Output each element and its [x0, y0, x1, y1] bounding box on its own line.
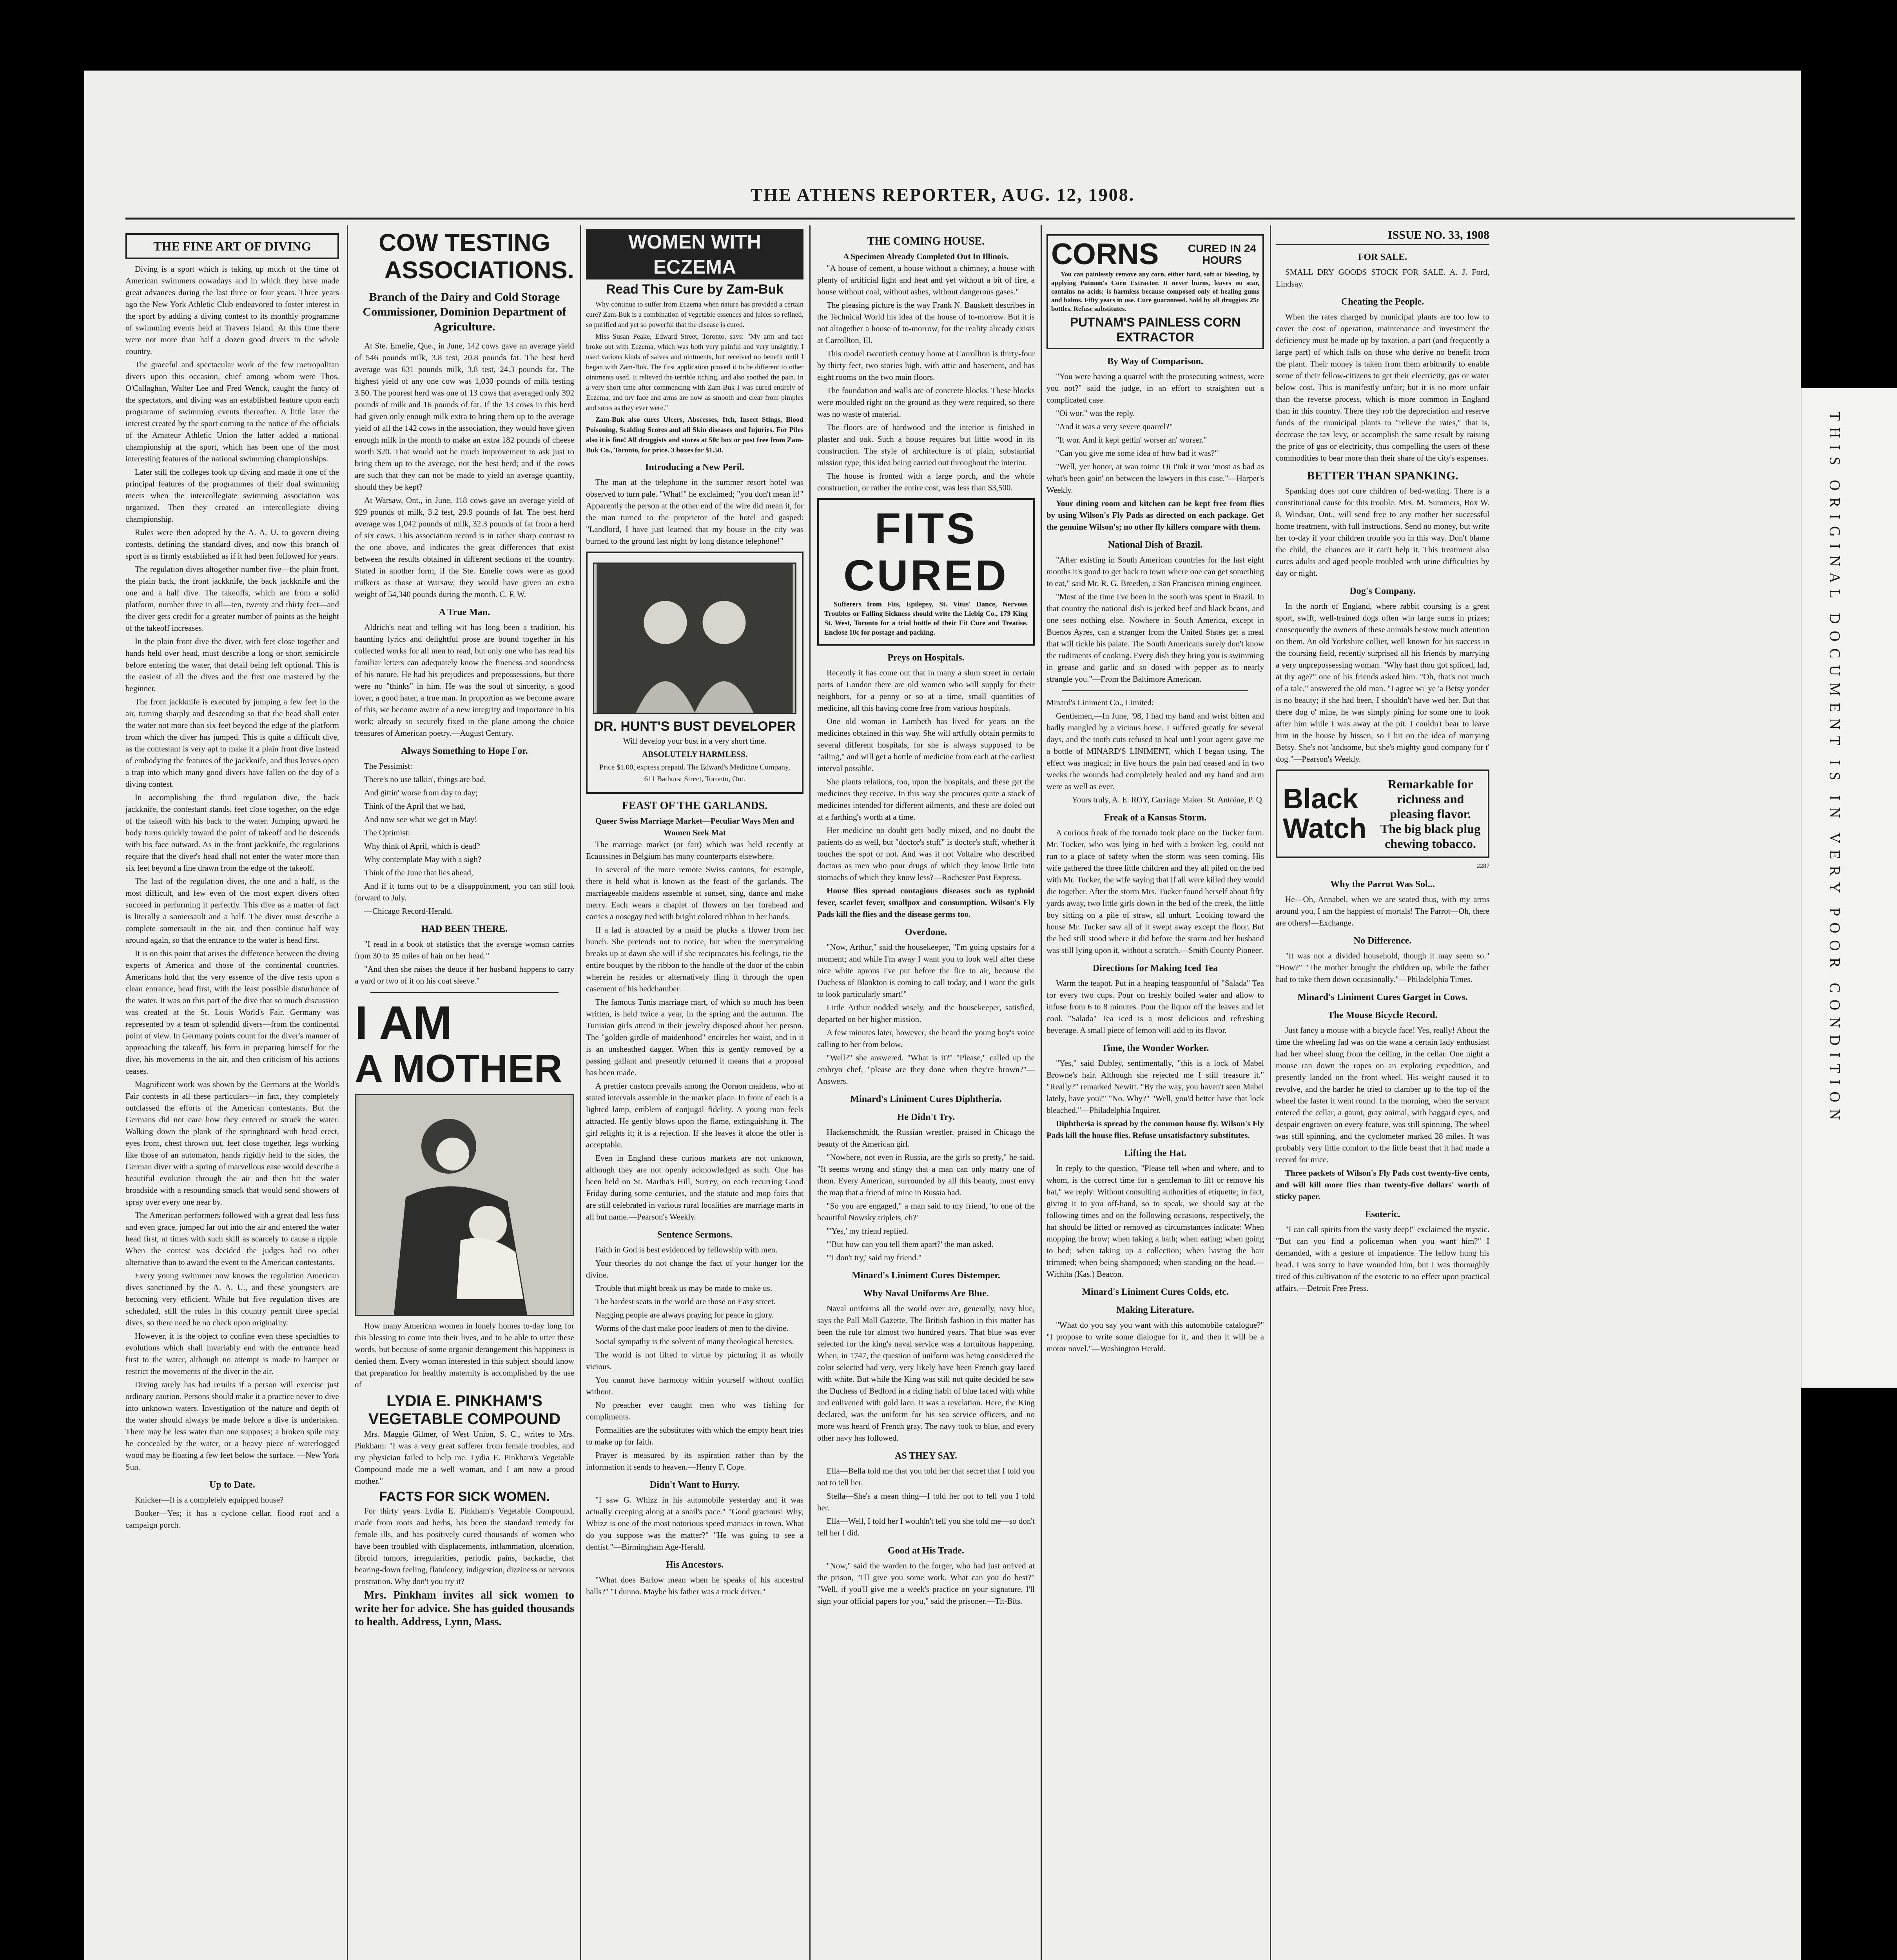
sermon-line: Formalities are the substitutes with which the empty heart tries to make up for faith.	[586, 1425, 803, 1446]
column-rule	[580, 225, 581, 1960]
didnt-paragraph: "So you are engaged," a man said to my friend, 'to one of the beautiful Nowsky triplets, eh?'	[817, 1201, 1035, 1222]
hope-poem	[355, 760, 574, 917]
eczema-testimonial: Miss Susan Peake, Edward Street, Toronto, says: "My arm and face broke out with Eczema, which was both very painful and very unsightly. I used various kinds of salves and ointments, but received no benefit until I began with Zam-Buk. The first application proved it to be different to other ointments used. It relieved the terrible itching, and also soothed the pain. In a very short time after commencing with Zam-Buk I was cured entirely of Eczema, and my face and arms are now as smooth and clear from pimples and sores as they ever were."	[586, 332, 803, 412]
corns-text: You can painlessly remove any corn, either hard, soft or bleeding, by applying Putnam's Corn Extractor. It never burns, leaves no scar, contains no acids; is harmless because composed only of healing gums and balms. Fifty years in use. Cure guaranteed. Sold by all druggists 25c bottles. Refuse substitutes.	[1051, 270, 1259, 312]
time-title: Time, the Wonder Worker.	[1101, 1043, 1209, 1053]
overdone-title: Overdone.	[905, 927, 947, 937]
hope-line: Why think of April, which is dead?	[364, 841, 480, 851]
house-paragraph: The foundation and walls are of concrete blocks. These blocks were moulded right on the ground as they were required, so there was no waste of material.	[817, 386, 1035, 419]
comparison-line: "Well, yer honor, at wan toime Oi t'ink it wor 'most as bad as what's been goin' on between the lawyers in this case."—Harper's Weekly.	[1046, 462, 1264, 495]
pinkham-title: LYDIA E. PINKHAM'S VEGETABLE COMPOUND	[368, 1392, 561, 1428]
cow-paragraph: At Warsaw, Ont., in June, 118 cows gave an average yield of 929 pounds of milk, 3.2 test, 29.9 pounds of fat. The best herd average was 1,042 pounds of milk, 32.3 pounds of fat from a herd of six cows. This association record is in rather sharp contrast to the one above, and indicates the great differences that exist between the results obtained in different sections of the country. Stated in another form, if the Ste. Emelie cows were as good milkers as those at Warsaw, they would have given an extra weight of 54,340 pounds during the month. C. F. W.	[355, 495, 574, 599]
minard-letter: Gentlemen,—In June, '98, I had my hand and wrist bitten and badly mangled by a vicious horse. I suffered greatly for several days, and the tooth cuts refused to heal until your agent gave me a bottle of MINARD'S LINIMENT, which I began using. The effect was magical; in five hours the pain had ceased and in two weeks the wounds had completely healed and my hand and arm were as well as ever.	[1046, 711, 1264, 791]
sermons-title: Sentence Sermons.	[657, 1230, 733, 1240]
house-paragraph: "A house of cement, a house without a chimney, a house with plenty of artificial light and heat and yet without a bit of fire, a house without coal, without ashes, without dangerous gases."	[817, 263, 1035, 296]
hurry-title: Didn't Want to Hurry.	[650, 1480, 740, 1490]
diving-paragraph: The last of the regulation dives, the one and a half, is the most difficult, and few even of the most expert divers often succeed in performing it perfectly. This dive as a matter of fact is literally a somersault and a half. The diver must describe a complete somersault in the air, and then continue half way around again, so that the entrance to the water is head first.	[125, 877, 339, 945]
feast-title: FEAST OF THE GARLANDS.	[622, 800, 768, 812]
facts-text: For thirty years Lydia E. Pinkham's Vegetable Compound, made from roots and herbs, has been the standard remedy for female ills, and has positively cured thousands of women who have been troubled with displacements, inflammation, ulceration, fibroid tumors, irregularities, periodic pains, backache, that bearing-down feeling, flatulency, indigestion, dizziness or nervous prostration. Why don't you try it?	[355, 1506, 574, 1586]
hope-line: Think of the April that we had,	[364, 801, 466, 811]
difference-title: No Difference.	[1353, 936, 1412, 946]
preys-paragraph: One old woman in Lambeth has lived for years on the medicines obtained in this way. She will artfully obtain permits to several different hospitals, for she is always supposed to be "ailing," and will get a bottle of medicine from each at the earliest interval possible.	[817, 717, 1035, 773]
hunt-illustration	[593, 563, 796, 714]
didnt-paragraph: "'I don't try,' said my friend."	[827, 1253, 922, 1262]
corns-title: CORNS	[1051, 238, 1159, 271]
navy-text: Naval uniforms all the world over are, generally, navy blue, says the Pall Mall Gazette. The British fashion in this matter has been the rule for almost two hundred years. That blue was ever selected for the king's naval service was a fortuitous happening. When, in 1747, the question of uniform was being considered the color selected had very, very likely have been French gray laced with white. But while the King was still not quite decided he saw the Duchess of Bedford in a riding habit of blue faced with white and enlivened with gold lace. It was a revelation. Here, the King declared, was the uniform for his sea service officers, and no more was heard of French gray. The navy took to blue, and every other navy has followed.	[817, 1304, 1035, 1443]
spanking-title: BETTER THAN SPANKING.	[1307, 469, 1458, 482]
house-paragraph: The house is fronted with a large porch, and the whole construction, or rather the entire cost, was less than $3,500.	[817, 471, 1035, 492]
sermon-line: No preacher ever caught men who was fishing for compliments.	[586, 1400, 803, 1421]
spanking-text: Spanking does not cure children of bed-wetting. There is a constitutional cause for this trouble. Mrs. M. Summers, Box W. 8, Windsor, Ont., will send free to any mother her successful home treatment, with full instructions. Send no money, but write her to-day if your children trouble you in this way. Don't blame the child, the chances are it can't help it. This treatment also cures adults and aged people troubled with urine difficulties by day or night.	[1276, 486, 1489, 578]
brazil-article	[1046, 554, 1264, 685]
diving-paragraph: In the plain front dive the diver, with feet close together and hands held over head, must describe a long or short semicircle before entering the water, that detail being left optional. This is the easiest of all the dives and the first one mastered by the beginner.	[125, 637, 339, 693]
dog-title: Dog's Company.	[1349, 586, 1416, 596]
newspaper-page	[84, 71, 1801, 1960]
comparison-article	[1046, 370, 1264, 496]
bust-figures-image	[594, 564, 795, 713]
hurry-text: "I saw G. Whizz in his automobile yesterday and it was actually creeping along at a snail's pace." "Good gracious! Why, Whizz is one of the most notorious speed maniacs in town. What do you suppose was the matter?" "He was going to see a dentist."—Birmingham Age-Herald.	[586, 1495, 803, 1552]
pinkham-invite: Mrs. Pinkham invites all sick women to write her for advice. She has guided thousands to health. Address, Lynn, Mass.	[355, 1589, 574, 1628]
parrot-text: He—Oh, Annabel, when we are seated thus, with my arms around you, I am the happiest of mortals! The Parrot—Oh, there are others!—Exchange.	[1276, 895, 1489, 927]
flies-notice: House flies spread contagious diseases such as typhoid fever, scarlet fever, smallpox and consumption. Wilson's Fly Pads kill the flies and the disease germs too.	[817, 886, 1035, 919]
parrot-title: Why the Parrot Was Sol...	[1330, 879, 1435, 889]
tea-title: Directions for Making Iced Tea	[1092, 963, 1218, 973]
comparison-line: "It wor. And it kept gettin' worser an' worser."	[1056, 435, 1207, 445]
column-cow-testing	[355, 229, 574, 1960]
feast-paragraph: A prettier custom prevails among the Ooraon maidens, who at stated intervals assemble in the market place. In front of each is a lighted lamp, emblem of conjugal fidelity. A young man feels attracted. He gently blows upon the flame, extinguishing it. The girl relights it; it is a rejection. If she leaves it alone the offer is acceptable.	[586, 1081, 803, 1149]
didnt-paragraph: "'Yes,' my friend replied.	[827, 1226, 909, 1236]
condition-word: O R I G I N A L	[1826, 480, 1843, 600]
condition-note	[1825, 412, 1872, 1134]
difference-text: "It was not a divided household, though it may seem so." "How?" "The mother brought the children up, while the father had to take them down occasionally."—Philadelphia Times.	[1276, 951, 1489, 984]
uptodate-line: Knicker—It is a completely equipped house?	[135, 1495, 284, 1504]
minard-title: Minard's Liniment Co., Limited:	[1046, 698, 1154, 707]
sermon-line: Prayer is measured by its aspiration rather than by the information it sends to heaven.—Henry F. Cope.	[586, 1450, 803, 1472]
uptodate-article	[125, 1494, 339, 1531]
column-rule	[1270, 225, 1271, 1960]
fits-title: FITS CURED	[843, 505, 1009, 600]
condition-word: D O C U M E N T	[1826, 613, 1843, 747]
preys-article	[817, 667, 1035, 883]
didnt-paragraph: "Nowhere, not even in Russia, are the girls so pretty," he said. "It seems wrong and stingy that a man can only marry one of them. Every American, surrounded by all this beauty, must envy the map that a friend of mine in Russia had.	[817, 1152, 1035, 1197]
condition-word: T H I S	[1826, 412, 1843, 467]
diving-paragraph: However, it is the object to confine even these specialties to evolutions which shall invariably end with the entrance head first to the water, although no attempt is made to hamper or restrict the movements of the diver in the air.	[125, 1331, 339, 1376]
condition-word: I S	[1826, 760, 1843, 782]
black-watch-word-1: Black	[1283, 783, 1358, 815]
mother-title-2: A MOTHER	[355, 1047, 562, 1091]
minard-signature: Yours truly, A. E. ROY, Carriage Maker. St. Antoine, P. Q.	[1072, 795, 1264, 804]
diving-paragraph: Magnificent work was shown by the Germans at the World's Fair contests in all these particulars—in fact, they completely outclassed the efforts of the American contestants. But the Germans did not care how they entered or struck the water. Walking down the plank of the springboard with head erect, eyes front, chest thrown out, feet close together, legs working like those of an automaton, hands rigidly held to the sides, the German diver with a spring of marvellous ease would describe a beautiful evolution through the air and then hit the water broadside with a resounding smack that would send showers of spray over every one near by.	[125, 1080, 339, 1207]
trueman-text: Aldrich's neat and telling wit has long been a tradition, his haunting lyrics and delightful prose are bound together in his collected works for all men to read, but only one who has read his familiar letters can adequately know the fineness and soundness of his nature. He had his prejudices and prepossessions, but there were no "thinks" in him. He was the soul of sincerity, a good lover, a good hater, a true man. In proportion as we become aware of this, we become aware of a new integrity and importance in his work; already so securely fixed in the plane among the choice treasures of American poetry.—August Century.	[355, 622, 574, 738]
masthead-rule	[125, 218, 1795, 220]
preys-paragraph: Recently it has come out that in many a slum street in certain parts of London there are old women who will supply for their neighbors, for a penny or so at a time, small quantities of medicine, all this having come free from various hospitals.	[817, 668, 1035, 713]
black-watch-word-2: Watch	[1283, 813, 1367, 844]
mouse-text: Just fancy a mouse with a bicycle face! Yes, really! About the time the wheeling fad was on the wane a certain lady enthusiast had her wheel slung from the ceiling, in the cellar. One night a mouse ran down the ropes on an exploring expedition, and presently landed on the front wheel. His weight caused it to revolve, and the harder he tried to clamber up to the top of the wheel the faster it went round. In the morning, when the servant entered the cellar, a gaunt, gray animal, with haggard eyes, and despair engraven on every feature, was still spinning. The wheel was still spinning, and the cyclometer marked 28 miles. It was probably very little comfort to the little beast that it had made a record for mice.	[1276, 1025, 1489, 1164]
preys-paragraph: Her medicine no doubt gets badly mixed, and no doubt the patients do as well, but "doctor's stuff" is doctor's stuff, whether it touches the spot or not. And was it not Voltaire who described doctors as men who pour drugs of which they know little into stomachs of which they know less?—Rochester Post Express.	[817, 826, 1035, 882]
hadbeen-line: "I read in a book of statistics that the average woman carries from 30 to 35 miles of hair on her head."	[355, 939, 574, 960]
preys-title: Preys on Hospitals.	[887, 653, 965, 663]
diving-paragraph: Diving is a sport which is taking up much of the time of American swimmers nowadays and in which they have made great advances during the last three or four years. Three years ago the New York Athletic Club endeavored to foster interest in the sport by adding a diving contest to its monthly programme of swimming events held at Travers Island. At this time there were not more than half a dozen good divers in the whole country.	[125, 264, 339, 356]
cow-subtitle: Branch of the Dairy and Cold Storage Commissioner, Dominion Department of Agriculture.	[363, 290, 566, 333]
uptodate-line: Booker—Yes; it has a cyclone cellar, flood roof and a campaign porch.	[125, 1508, 339, 1530]
hunt-harmless: ABSOLUTELY HARMLESS.	[642, 750, 748, 759]
theysay-title: AS THEY SAY.	[895, 1451, 957, 1461]
cow-article	[355, 340, 574, 600]
divider	[370, 992, 559, 993]
time-text: "Yes," said Dubley, sentimentally, "this is a lock of Mabel Browne's hair. Although she rejected me I still treasure it." "Really?" remarked Newitt. "By the way, you haven't seen Mabel lately, have you?" "No. Why?" "Well, you'd better have that lock bleached."—Philadelphia Inquirer.	[1046, 1058, 1264, 1115]
preys-paragraph: She plants relations, too, upon the hospitals, and these get the medicines they receive. In this way she procures quite a stock of medicines intended for different ailments, and these are doled out at a farthing's worth at a time.	[817, 777, 1035, 822]
comparison-line: "Oi wor," was the reply.	[1056, 408, 1135, 418]
kansas-title: Freak of a Kansas Storm.	[1104, 813, 1207, 823]
theysay-line: Ella—Bella told me that you told her that secret that I told you not to tell her.	[817, 1466, 1035, 1487]
condition-word: I N	[1826, 795, 1843, 820]
feast-paragraph: Even in England these curious markets are not unknown, although they are not openly acknowledged as such. One has been held on St. Martha's Hill, Surrey, on each recurring Good Friday during some centuries, and the statute and mop fairs that are still celebrated in various rural localities are marriage marts in all but name.—Pearson's Weekly.	[586, 1153, 803, 1221]
brazil-paragraph: "After existing in South American countries for the last eight months it's good to get back to town where one can get something to eat," said Mr. R. G. Breeden, a San Francisco mining engineer.	[1046, 555, 1264, 588]
hope-line: The Pessimist:	[364, 761, 413, 771]
diving-paragraph: Every young swimmer now knows the regulation American dives sanctioned by the A. A. U., and these youngsters are becoming very efficient. While but five regulation dives are scheduled, still the rules in this country permit three special dives, so there need be no check upon originality.	[125, 1271, 339, 1327]
distemper-notice: Minard's Liniment Cures Distemper.	[852, 1270, 1000, 1281]
eczema-cures: Zam-Buk also cures Ulcers, Abscesses, Itch, Insect Stings, Blood Poisoning, Scalding Scores and all Skin diseases and Injuries. For Piles also it is fine! All druggists and stores at 50c box or post free from Zam-Buk Co., Toronto, for price. 3 boxes for $1.50.	[586, 416, 803, 454]
ancestors-text: "What does Barlow mean when he speaks of his ancestral halls?" "I dunno. Maybe his father was a truck driver."	[586, 1575, 803, 1596]
esoteric-title: Esoteric.	[1365, 1209, 1400, 1220]
mother-text: How many American women in lonely homes to-day long for this blessing to come into their lives, and to be able to utter these words, but because of some organic derangement this happiness is denied them. Every woman interested in this subject should know that preparation for healthy maternity is accomplished by the use of	[355, 1321, 574, 1389]
hope-line: Think of the June that lies ahead,	[364, 868, 473, 877]
hunt-ad	[586, 552, 803, 794]
hadbeen-title: HAD BEEN THERE.	[421, 924, 508, 934]
column-rule	[347, 225, 348, 1960]
fits-ad	[817, 498, 1035, 646]
diving-paragraph: The American performers followed with a great deal less fuss and even grace, jumped far out into the air and entered the water head first, at times with such skill as scarcely to cause a ripple. When the contest was decided the judges had no other alternative than to award the event to the American contestants.	[125, 1210, 339, 1267]
facts-title: FACTS FOR SICK WOMEN.	[379, 1489, 550, 1504]
house-paragraph: The floors are of hardwood and the interior is finished in plaster and oak. Such a house requires but little wood in its construction. The style of architecture is of plain, substantial mission type, this idea being carried out throughout the interior.	[817, 423, 1035, 467]
garget-notice: Minard's Liniment Cures Garget in Cows.	[1297, 992, 1468, 1002]
diving-paragraph: It is on this point that arises the difference between the diving experts of America and those of the continental countries. Americans hold that the very essence of the dive rests upon a clean entrance, head first, with the least possible disturbance of the water. It was on this part of the dive that so much discussion was created at the St. Louis World's Fair. Germany was represented by a team of splendid divers—from the continental point of view. In Germany points count for the diver's manner of approaching the takeoff, his form in preparing himself for the dive, his movements in the air, and then criticism of his actions ceases.	[125, 949, 339, 1076]
mother-title-1: I AM	[355, 996, 452, 1049]
condition-word: V E R Y	[1826, 833, 1843, 895]
diphtheria-fly-notice: Diphtheria is spread by the common house fly. Wilson's Fly Pads kill the house flies. Refuse unsatisfactory substitutes.	[1046, 1119, 1264, 1140]
cow-title-2: ASSOCIATIONS.	[384, 257, 574, 284]
diving-paragraph: Later still the colleges took up diving and made it one of the principal features of the programmes of their dual swimming meets when the intercollegiate swimming association was organized. Then they created an intercollegiate diving championship.	[125, 467, 339, 524]
house-article	[817, 262, 1035, 494]
cow-title-1: COW TESTING	[379, 229, 550, 256]
overdone-paragraph: "Now, Arthur," said the housekeeper, "I'm going upstairs for a moment; and while I'm away I want you to look well after these nice white aprons I've put before the fire to air, because the Duchess of Blankton is coming to call today, and I want the girls to look particularly smart!"	[817, 942, 1035, 999]
wilson-notice: Three packets of Wilson's Fly Pads cost twenty-five cents, and will kill more flies than twenty-five dollars' worth of sticky paper.	[1276, 1168, 1489, 1201]
comparison-line: "And it was a very severe quarrel?"	[1056, 422, 1173, 431]
mother-and-child-image	[356, 1095, 573, 1315]
overdone-paragraph: A few minutes later, however, she heard the young boy's voice calling to her from below.	[817, 1028, 1035, 1049]
trade-text: "Now," said the warden to the forger, who had just arrived at the prison, "I'll give you some work. What can you do best?" "Well, if you'll give me a week's practice on your signature, I'll sign your official papers for you," said the prisoner.—Tit-Bits.	[817, 1561, 1035, 1606]
brazil-paragraph: "Most of the time I've been in the south was spent in Brazil. In that country the national dish is jerked beef and black beans, and one sees nothing else. Nowhere in South America, except in Buenos Ayres, can a stranger from the United States get a meal that will tickle his palate. The South Americans surely don't know the rudiments of cooking. Every dish they bring you is swimming in grease and garlic and so dosed with pepper as to nearly strangle you."—From the Baltimore American.	[1046, 592, 1264, 684]
corns-ad	[1046, 234, 1264, 349]
house-subtitle: A Specimen Already Completed Out In Illinois.	[843, 252, 1009, 261]
cheating-title: Cheating the People.	[1341, 297, 1424, 307]
ancestors-title: His Ancestors.	[666, 1560, 724, 1570]
colds-notice: Minard's Liniment Cures Colds, etc.	[1082, 1287, 1229, 1297]
hope-line: And if it turns out to be a disappointment, you can still look forward to July.	[355, 881, 574, 902]
kitchen-notice: Your dining room and kitchen can be kept free from flies by using Wilson's Fly Pads as directed on each package. Get the genuine Wilson's; no other fly killers compare with them.	[1046, 499, 1264, 532]
uptodate-title: Up to Date.	[209, 1480, 255, 1490]
condition-strip	[1801, 388, 1897, 1388]
kansas-text: A curious freak of the tornado took place on the Tucker farm. Mr. Tucker, who was lying in bed with a broken leg, could not run to a place of safety when the storm was seen coming. His wife gathered the three little children and they all piled on the bed with Mr. Tucker, the wife saying that if all were killed they would die together. After the storm Mrs. Tucker found herself about fifty yards away, two little girls down in the bed of the creek, the little boy sitting on a pile of straw, all unhurt. Looking toward the house Mr. Tucker saw all of it swept away except the floor. But the bed still stood where it did before the storm and her husband was still lying upon it, without a scratch.—Smith County Pioneer.	[1046, 828, 1264, 955]
house-paragraph: The pleasing picture is the way Frank N. Bauskett describes in the Technical World his idea of the house of to-morrow. But it is not altogether a house of to-morrow, for the reality already exists at Carrollton, Ill.	[817, 300, 1035, 345]
diving-paragraph: The front jackknife is executed by jumping a few feet in the air, turning sharply and descending so that the head shall enter the water not more than six feet beyond the edge of the platform from which the diver has jumped. This is quite a difficult dive, as the contestant is very apt to make it a plain front dive instead of embodying the features of the jackknife, and thus leaves open a trap into which many good divers have fallen on the day of a diving contest.	[125, 697, 339, 789]
black-watch-number: 2287	[1477, 863, 1489, 869]
forsale-title: FOR SALE.	[1358, 252, 1407, 262]
eczema-subtitle: Read This Cure by Zam-Buk	[606, 282, 784, 297]
hope-line: And now see what we get in May!	[364, 815, 477, 824]
diphtheria-notice: Minard's Liniment Cures Diphtheria.	[850, 1094, 1002, 1104]
theysay-line: Ella—Well, I told her I wouldn't tell you she told me—so don't tell her I did.	[817, 1516, 1035, 1537]
hunt-title: DR. HUNT'S BUST DEVELOPER	[594, 719, 796, 734]
feast-article	[586, 838, 803, 1223]
sermon-line: Social sympathy is the solvent of many theological heresies.	[595, 1337, 794, 1346]
comparison-title: By Way of Comparison.	[1107, 356, 1203, 367]
forsale-text: SMALL DRY GOODS STOCK FOR SALE. A. J. Ford, Lindsay.	[1276, 267, 1489, 289]
sermon-line: The world is not lifted to virtue by picturing it as wholly vicious.	[586, 1350, 803, 1371]
hope-line: There's no use talkin', things are bad,	[364, 775, 486, 784]
eczema-title: WOMEN WITH ECZEMA	[586, 229, 803, 279]
column-misc	[1276, 229, 1489, 1960]
literature-title: Making Literature.	[1116, 1305, 1194, 1315]
overdone-paragraph: Little Arthur nodded wisely, and the housekeeper, satisfied, departed on her higher mission.	[817, 1003, 1035, 1024]
diving-paragraph: The graceful and spectacular work of the few metropolitan divers upon this occasion, chief among whom were Thos. O'Callaghan, Walter Lee and Fred Wenck, caught the fancy of the spectators, and diving was an established feature upon each programme of swimming events thereafter. A little later the interest created by the sport coming to the notice of the officials of the Amateur Athletic Union the latter added a national championship at the sport, which has been one of the most interesting features of the national swimming championships.	[125, 360, 339, 463]
black-watch-logo	[1283, 784, 1373, 844]
eczema-intro: Why continue to suffer from Eczema when nature has provided a certain cure? Zam-Buk is a combination of vegetable essences and juices so refined, so purified and yet so powerful that the disease is cured.	[586, 300, 803, 328]
diving-article	[125, 263, 339, 1473]
feast-subtitle: Queer Swiss Marriage Market—Peculiar Ways Men and Women Seek Mat	[595, 816, 794, 837]
diving-paragraph: In accomplishing the third regulation dive, the back jackknife, the contestant stands, feet close together, on the edge of the takeoff with his back to the water. Jumping upward he body turns quickly toward the point of takeoff and he descends with his face outward. As in the front jackknife, the regulations require that the diver's head shall not enter the water more than six feet beyond a line drawn from the edge of the takeoff.	[125, 793, 339, 873]
diving-paragraph: Diving rarely has bad results if a person will exercise just ordinary caution. Persons should make it a practice never to dive into unknown waters. Investigation of the nature and depth of the water should always be made before a dive is undertaken. There may be less water than one supposes; a broken spile may be concealed by the water, or a heavy piece of waterlogged wood may be floating a few feet below the surface. —New York Sun.	[125, 1380, 339, 1472]
feast-paragraph: If a lad is attracted by a maid he plucks a flower from her bunch. She pretends not to notice, but when the merrymaking breaks up at dawn she will if she reciprocates his feelings, tie the entire bouquet by the ribbon to the handle of the door of the cabin wherein he resides or alternatively fling it through the open casement of his bedchamber.	[586, 925, 803, 993]
didnt-paragraph: "'But how can you tell them apart?' the man asked.	[827, 1240, 994, 1249]
esoteric-text: "I can call spirits from the vasty deep!" exclaimed the mystic. "But can you find a policeman when you want him?" I demanded, with a gesture of impatience. The fellow hung his head. I was sorry to have wounded him, but I was thoroughly tired of this cultivation of the esoteric to no effect upon practical affairs.—Detroit Free Press.	[1276, 1225, 1489, 1293]
diving-paragraph: The regulation dives altogether number five—the plain front, the plain back, the front jackknife, the back jackknife and the one and a half dive. The takeoffs, which are from a solid platform, number three in all—ten, twenty and thirty feet—and the diver gets credit for a greater number of points as the height of the takeoff increases.	[125, 564, 339, 633]
hunt-text: Will develop your bust in a very short time.	[623, 736, 767, 746]
theysay-article	[817, 1465, 1035, 1539]
feast-paragraph: In several of the more remote Swiss cantons, for example, there is held what is known as the feast of the garlands. The marriageable maidens assemble at sunset, sing, dance and make merry. Each wears a chaplet of flowers on her forehead and carries a nosegay tied with bright colored ribbon in her hands.	[586, 865, 803, 921]
sermons-list	[586, 1244, 803, 1473]
didnt-paragraph: Hackenschmidt, the Russian wrestler, praised in Chicago the beauty of the American girl.	[817, 1127, 1035, 1149]
comparison-line: "You were having a quarrel with the prosecuting witness, were you not?" said the judge, in an effort to straighten out a complicated case.	[1046, 372, 1264, 405]
diving-paragraph: Rules were then adopted by the A. A. U. to govern diving contests, defining the standard dives, and now this branch of sport is as firmly established as if it had been followed for years.	[125, 528, 339, 561]
cheating-text: When the rates charged by municipal plants are too low to cover the cost of operation, maintenance and investment the deficiency must be made up by taxation, a part (and frequently a large part) of which falls on those who derive no benefit from the plant. Their money is taken from them arbitrarily to enable some of their fellow-citizens to get their electricity, gas or water below cost. This is manifestly unfair; but it is no more unfair than the reverse process, which is more common in England than in this country. There they rob the depreciation and reserve funds of the municipal plants to "relieve the rates," that is, decrease the tax levy, or accomplish the same result by raising the price of gas or electricity, thus compelling the users of these commodities to bear more than their share of the city's expenses.	[1276, 312, 1489, 463]
navy-title: Why Naval Uniforms Are Blue.	[863, 1289, 989, 1299]
peril-text: The man at the telephone in the summer resort hotel was observed to turn pale. "What!" he exclaimed; "you don't mean it!" Apparently the person at the other end of the wire did mean it, for the man turned to the proprietor of the hotel and gasped: "Landlord, I have just learned that my house in the city was burned to the ground last night by long distance telephone!"	[586, 477, 803, 546]
column-corns	[1046, 229, 1264, 1960]
comparison-line: "Can you give me some idea of how bad it was?"	[1056, 448, 1218, 458]
hadbeen-line: "And then she raises the deuce if her husband happens to carry a yard or two of it on his coat sleeve."	[355, 964, 574, 985]
divider	[1062, 690, 1248, 691]
theysay-line: Stella—She's a mean thing—I told her not to tell you I told her.	[817, 1491, 1035, 1512]
literature-text: "What do you say you want with this automobile catalogue?" "I propose to write some dialogue for it, and then it will be a motor novel."—Washington Herald.	[1046, 1320, 1264, 1353]
trade-title: Good at His Trade.	[887, 1546, 965, 1556]
mother-illustration	[355, 1094, 574, 1316]
black-watch-ad	[1276, 769, 1489, 858]
masthead: THE ATHENS REPORTER, AUG. 12, 1908.	[750, 185, 1135, 205]
sermon-line: Your theories do not change the fact of your hunger for the divine.	[586, 1258, 803, 1279]
overdone-article	[817, 941, 1035, 1087]
mouse-title: The Mouse Bicycle Record.	[1328, 1010, 1438, 1020]
condition-word: P O O R	[1826, 908, 1843, 969]
column-diving	[125, 229, 339, 1960]
hope-title: Always Something to Hope For.	[401, 746, 528, 756]
sermon-line: You cannot have harmony within yourself without conflict without.	[586, 1375, 803, 1396]
corns-cured: CURED IN 24 HOURS	[1188, 242, 1257, 266]
issue-number: ISSUE NO. 33, 1908	[1387, 229, 1489, 241]
column-rule	[1041, 225, 1042, 1960]
column-rule	[809, 225, 811, 1960]
didnt-title: He Didn't Try.	[897, 1112, 955, 1122]
column-coming-house	[817, 229, 1035, 1960]
column-eczema	[586, 229, 803, 1960]
hope-line: And gittin' worse from day to day;	[364, 788, 478, 797]
feast-paragraph: The marriage market (or fair) which was held recently at Ecaussines in Belgium has many counterparts elsewhere.	[586, 840, 803, 861]
hat-text: In reply to the question, "Please tell when and where, and to whom, is the correct time for a gentleman to lift or remove his hat," we reply: Without consulting authorities of etiquette; in fact, giving it to you off-hand, so to speak, we should say at the following times and on the following occasions, respectively, the hat should be lifted or removed as circumstances indicate: When mopping the brow; when taking a bath; when eating; when going to bed; when taking up a collection; when having the hair trimmed; when being shampooed; when standing on the head.—Wichita (Kas.) Beacon.	[1046, 1163, 1264, 1279]
house-paragraph: This model twentieth century home at Carrollton is thirty-four by thirty feet, two stories high, with attic and basement, and has eight rooms on the two main floors.	[817, 349, 1035, 382]
overdone-paragraph: "Well?" she answered. "What is it?" "Please," called up the embryo chef, "please are they done when they're brown?"—Answers.	[817, 1053, 1035, 1086]
sermon-line: Trouble that might break us may be made to make us.	[595, 1283, 773, 1293]
hadbeen-text	[355, 938, 574, 987]
fits-text: Sufferers from Fits, Epilepsy, St. Vitus' Dance, Nervous Troubles or Falling Sickness should write the Liebig Co., 179 King St. West, Toronto for a trial bottle of their Fit Cure and Treatise. Enclose 10c for postage and packing.	[824, 600, 1028, 636]
hope-line: The Optimist:	[364, 828, 410, 837]
cow-paragraph: At Ste. Emelie, Que., in June, 142 cows gave an average yield of 546 pounds milk, 3.8 test, 20.8 pounds fat. The best herd average was 631 pounds milk, 3.8 test, 24.3 pounds fat. The highest yield of any one cow was 1,030 pounds of milk testing 3.50. The poorest herd was one of 13 cows that averaged only 392 pounds of milk and 16 pounds of fat. If the 13 cows in this herd had given only enough milk extra to bring them up to the average yield of all the 142 cows in the association, they would have given enough milk in the month to make an extra 182 pounds of cheese worth $20. That would not be much improvement to ask just to bring them up to the average, not the best herd; and if the cows are such that they can not be made to yield an average quantity, should they be kept?	[355, 341, 574, 492]
sermon-line: Faith in God is best evidenced by fellowship with men.	[595, 1245, 778, 1254]
hope-line: —Chicago Record-Herald.	[364, 906, 453, 916]
feast-paragraph: The famous Tunis marriage mart, of which so much has been written, is held twice a year, in the spring and the autumn. The Tunisian girls attend in their jewelry disposed about her person. The "golden girdle of maidenhood" encircles her waist, and in it is an unsheathed dagger. When this is gently removed by a passing gallant and presently returned it means that a proposal has been made.	[586, 997, 803, 1077]
diving-title: THE FINE ART OF DIVING	[125, 233, 339, 259]
hope-line: Why contemplate May with a sigh?	[364, 855, 482, 864]
black-watch-text: Remarkable for richness and pleasing flavor. The big black plug chewing tobacco.	[1380, 777, 1481, 851]
sermon-line: The hardest seats in the world are those on Easy street.	[595, 1297, 776, 1306]
tea-text: Warm the teapot. Put in a heaping teaspoonful of "Salada" Tea for every two cups. Pour on freshly boiled water and allow to infuse from 6 to 8 minutes. Pour the liquor off the leaves and let cool. "Salada" Tea iced is a most delicious and refreshing beverage. A small piece of lemon will add to its flavor.	[1046, 978, 1264, 1035]
house-title: THE COMING HOUSE.	[867, 235, 985, 247]
brazil-title: National Dish of Brazil.	[1108, 540, 1203, 550]
divider	[1276, 244, 1489, 245]
dog-text: In the north of England, where rabbit coursing is a great sport, swift, well-trained dogs often win large sums in prizes; consequently the owners of these animals bestow much attention on them. An old Yorkshire collier, well known for his success in the coursing field, recently surprised all his friends by marrying a very unprepossessing woman. "Why hast thou got spliced, lad, at thy age?" one of his friends asked him. "Oh, that's not much of a tale," answered the old man. "I agree wi' ye 'a Betsy yonder is no beauty; if she had been, I shouldn't have wed her. But that there dog o' mine, he was simply pining for some one to look after him while I was away at the pit. I couldn't bear to leave him in the house by hissen, so I hit on the idea of marrying Betsy. She's not 'andsome, but she's mighty good company for t' dog."—Pearson's Weekly.	[1276, 601, 1489, 764]
didnt-article	[817, 1126, 1035, 1263]
hat-title: Lifting the Hat.	[1124, 1148, 1187, 1158]
sermon-line: Nagging people are always praying for peace in glory.	[595, 1310, 774, 1319]
sermon-line: Worms of the dust make poor leaders of men to the divine.	[595, 1323, 789, 1333]
condition-word: C O N D I T I O N	[1826, 982, 1843, 1122]
trueman-title: A True Man.	[439, 607, 490, 617]
hunt-price: Price $1.00, express prepaid. The Edward's Medicine Company, 611 Bathurst Street, Toronto, Ont.	[599, 763, 790, 783]
putnam-title: PUTNAM'S PAINLESS CORN EXTRACTOR	[1070, 315, 1241, 344]
mother-testimonial: Mrs. Maggie Gilmer, of West Union, S. C., writes to Mrs. Pinkham: "I was a very great sufferer from female troubles, and my physician failed to help me. Lydia E. Pinkham's Vegetable Compound made me a well woman, and I am now a proud mother."	[355, 1429, 574, 1486]
peril-title: Introducing a New Peril.	[645, 462, 744, 472]
